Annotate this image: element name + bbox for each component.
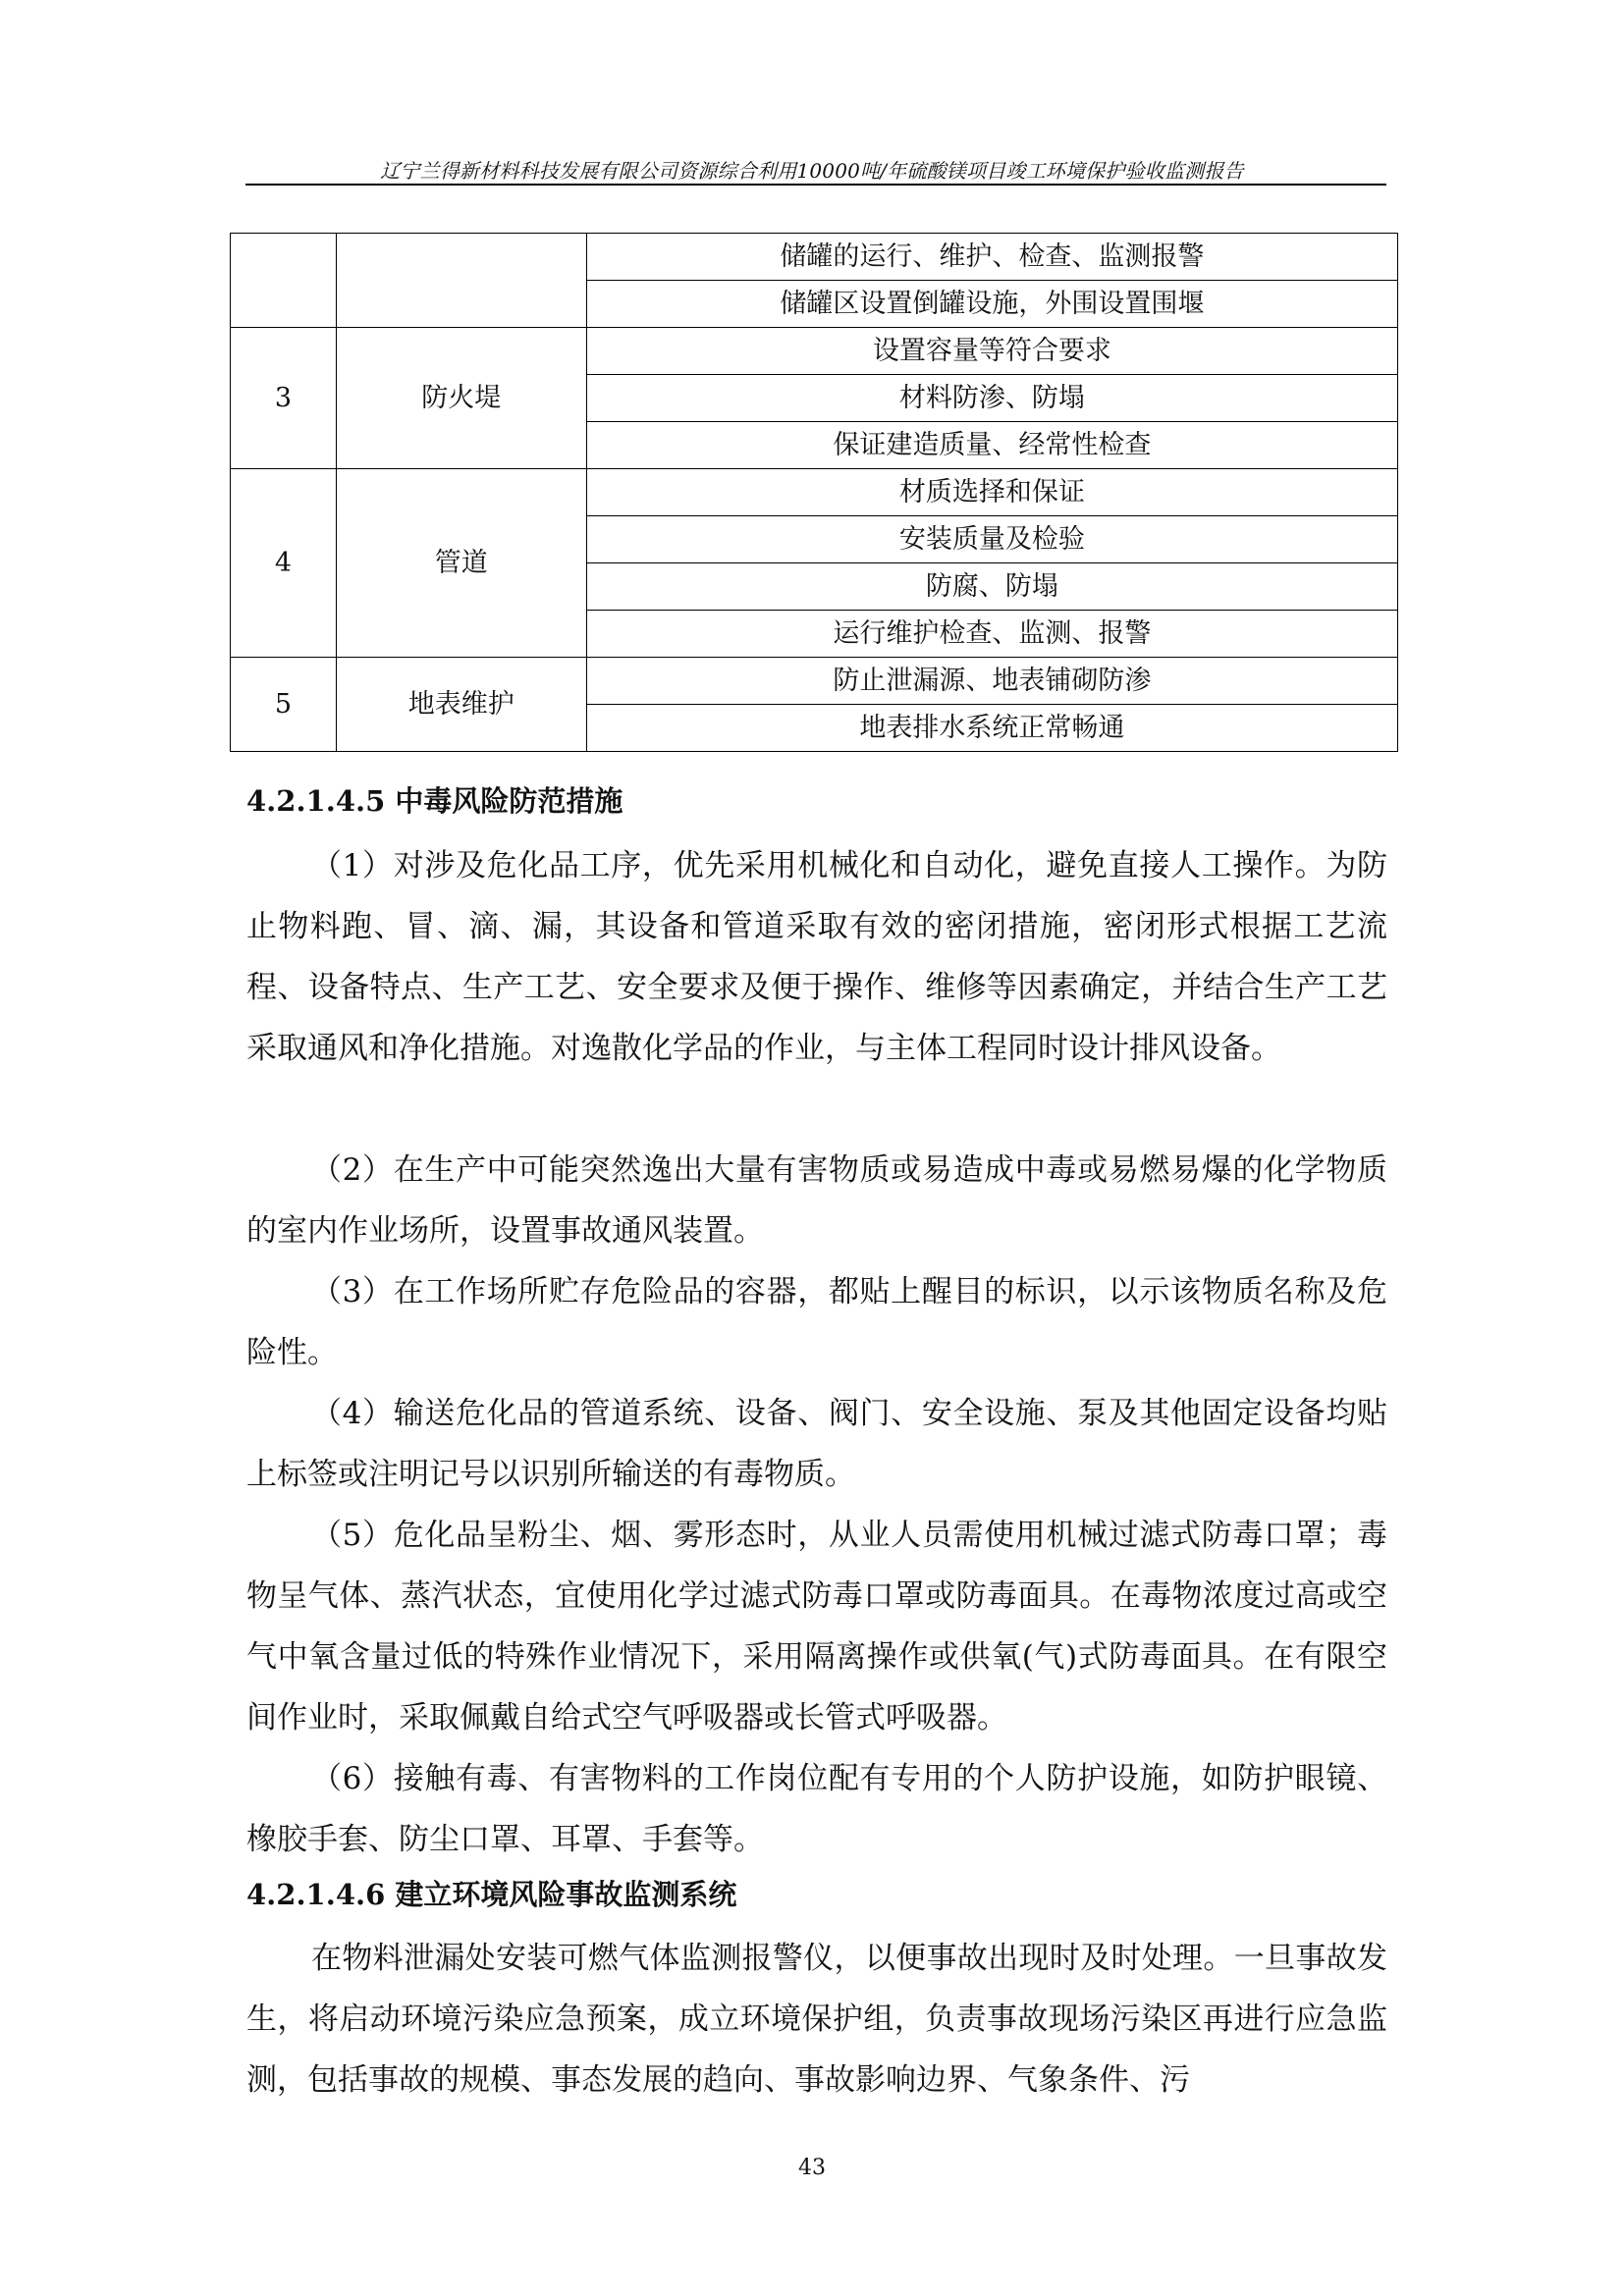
table-row: [231, 469, 1398, 516]
paragraph: （2）在生产中可能突然逸出大量有害物质或易造成中毒或易燃易爆的化学物质的室内作业场所，设置事故通风装置。: [246, 1152, 1387, 1249]
paragraph: （4）输送危化品的管道系统、设备、阀门、安全设施、泵及其他固定设备均贴上标签或注明记号以识别所输送的有毒物质。: [246, 1396, 1387, 1492]
paragraph: 在物料泄漏处安装可燃气体监测报警仪，以便事故出现时及时处理。一旦事故发生，将启动环境污染应急预案，成立环境保护组，负责事故现场污染区再进行应急监测，包括事故的规模、事态发展的趋向、事故影响边界、气象条件、污: [246, 1941, 1387, 2098]
table-row: [231, 234, 1398, 281]
table-cell-measure: 保证建造质量、经常性检查: [586, 422, 1397, 469]
paragraph: （1）对涉及危化品工序，优先采用机械化和自动化，避免直接人工操作。为防止物料跑、冒、滴、漏，其设备和管道采取有效的密闭措施，密闭形式根据工艺流程、设备特点、生产工艺、安全要求及便于操作、维修等因素确定，并结合生产工艺采取通风和净化措施。对逸散化学品的作业，与主体工程同时设计排风设备。: [246, 848, 1387, 1066]
table-cell-measure: 地表排水系统正常畅通: [586, 705, 1397, 752]
table-cell-measure: 储罐区设置倒罐设施，外围设置围堰: [586, 281, 1397, 328]
table-cell-measure: 材料防渗、防塌: [586, 375, 1397, 422]
report-header: 辽宁兰得新材料科技发展有限公司资源综合利用10000吨/年硫酸镁项目竣工环境保护验收监测报告: [380, 159, 1244, 183]
table-cell-measure: 材质选择和保证: [586, 469, 1397, 516]
table-cell-item: 管道: [336, 469, 586, 658]
risk-measures-table: [230, 233, 1398, 752]
table-row: [231, 658, 1398, 705]
table-cell-item: [336, 234, 586, 328]
header-rule: [245, 184, 1386, 186]
table-cell-measure: 储罐的运行、维护、检查、监测报警: [586, 234, 1397, 281]
table-cell-no: 5: [231, 658, 337, 752]
table-row: [231, 328, 1398, 375]
paragraph: （5）危化品呈粉尘、烟、雾形态时，从业人员需使用机械过滤式防毒口罩；毒物呈气体、蒸汽状态，宜使用化学过滤式防毒口罩或防毒面具。在毒物浓度过高或空气中氧含量过低的特殊作业情况下，采用隔离操作或供氧(气)式防毒面具。在有限空间作业时，采取佩戴自给式空气呼吸器或长管式呼吸器。: [246, 1518, 1387, 1735]
page-number: 43: [798, 2156, 826, 2180]
table-cell-no: 4: [231, 469, 337, 658]
table-cell-no: 3: [231, 328, 337, 469]
paragraph: （3）在工作场所贮存危险品的容器，都贴上醒目的标识，以示该物质名称及危险性。: [246, 1274, 1387, 1370]
section-heading-poisoning: 4.2.1.4.5 中毒风险防范措施: [246, 784, 623, 818]
table-cell-no: [231, 234, 337, 328]
table-cell-measure: 设置容量等符合要求: [586, 328, 1397, 375]
table-cell-item: 防火堤: [336, 328, 586, 469]
paragraph: （6）接触有毒、有害物料的工作岗位配有专用的个人防护设施，如防护眼镜、橡胶手套、防尘口罩、耳罩、手套等。: [246, 1761, 1387, 1857]
table-cell-measure: 安装质量及检验: [586, 516, 1397, 563]
table-cell-item: 地表维护: [336, 658, 586, 752]
table-cell-measure: 防止泄漏源、地表铺砌防渗: [586, 658, 1397, 705]
table-cell-measure: 防腐、防塌: [586, 563, 1397, 611]
table-cell-measure: 运行维护检查、监测、报警: [586, 611, 1397, 658]
section-heading-monitoring: 4.2.1.4.6 建立环境风险事故监测系统: [246, 1878, 737, 1911]
